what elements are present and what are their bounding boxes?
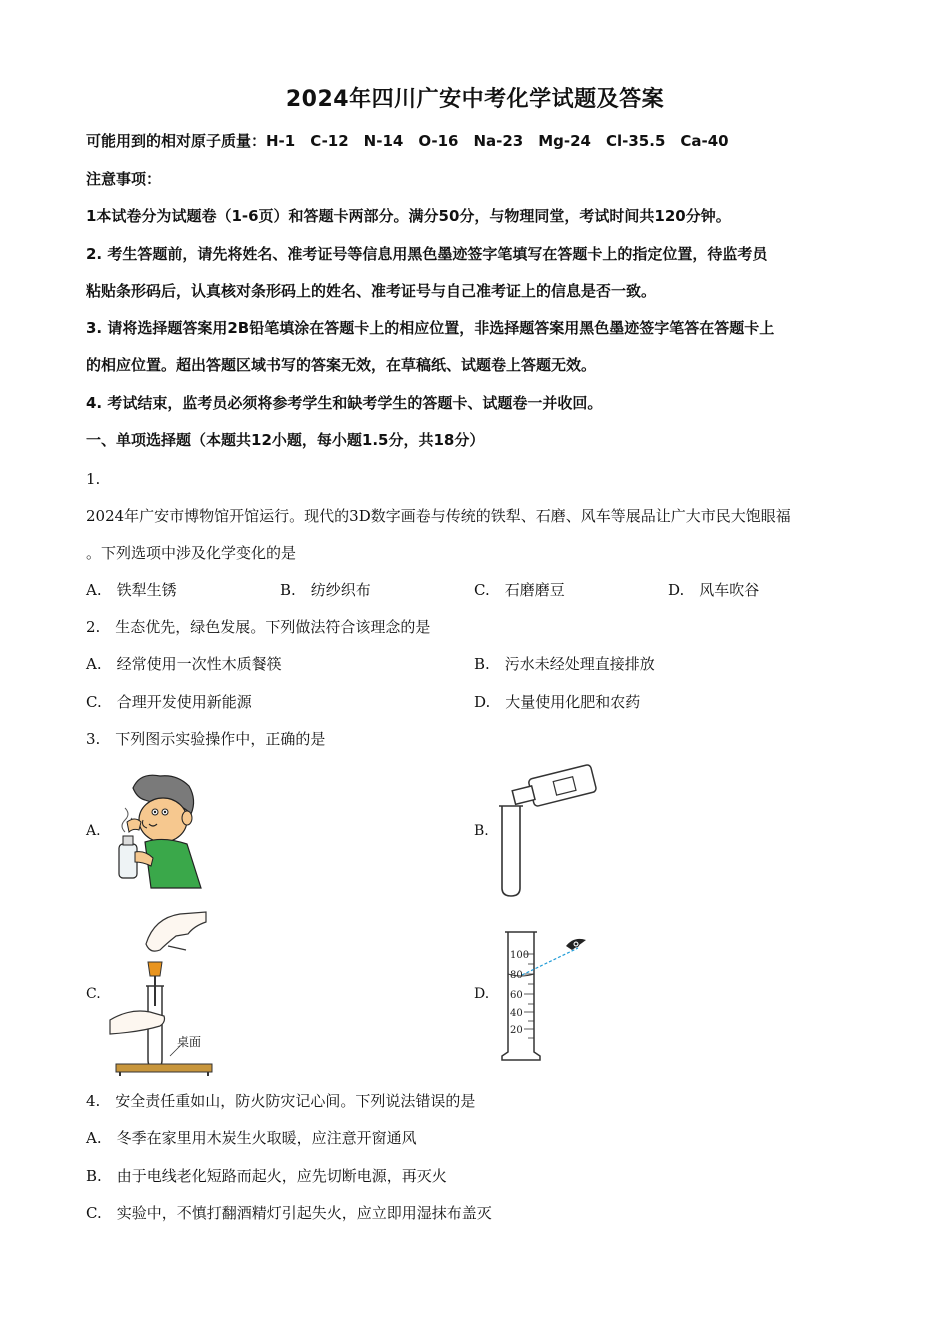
q3-label-b: B. [474, 823, 489, 839]
q1-option-b: B. 纺纱织布 [280, 581, 371, 599]
q4-option-b: B. 由于电线老化短路而起火，应先切断电源，再灭火 [86, 1167, 447, 1185]
tick-20: 20 [510, 1025, 523, 1036]
q1-number: 1. [86, 470, 101, 488]
q1-stem-line1: 2024年广安市博物馆开馆运行。现代的3D数字画卷与传统的铁犁、石磨、风车等展品让广大市民大饱眼福 [86, 507, 791, 525]
q3-stem: 3. 下列图示实验操作中，正确的是 [86, 730, 326, 748]
q1-option-d: D. 风车吹谷 [668, 581, 760, 599]
q1-stem-line2: 。下列选项中涉及化学变化的是 [86, 544, 297, 562]
notice-3-cont: 的相应位置。超出答题区域书写的答案无效，在草稿纸、试题卷上答题无效。 [86, 356, 597, 374]
q2-option-c: C. 合理开发使用新能源 [86, 693, 252, 711]
q2-option-a: A. 经常使用一次性木质餐筷 [86, 655, 282, 673]
notice-1: 1本试卷分为试题卷（1-6页）和答题卡两部分。满分50分，与物理同堂，考试时间共120分钟。 [86, 207, 731, 225]
q4-option-c: C. 实验中，不慎打翻酒精灯引起失火，应立即用湿抹布盖灭 [86, 1204, 492, 1222]
figure-d-cylinder [498, 928, 608, 1063]
notice-2: 2. 考生答题前，请先将姓名、准考证号等信息用黑色墨迹签字笔填写在答题卡上的指定位置，待监考员 [86, 245, 768, 263]
page-title: 2024年四川广安中考化学试题及答案 [285, 87, 665, 112]
figure-c-dropper [110, 910, 220, 1080]
atomic-masses: 可能用到的相对原子质量：H-1 C-12 N-14 O-16 Na-23 Mg-24 Cl-35.5 Ca-40 [86, 132, 729, 150]
notice-2-cont: 粘贴条形码后，认真核对条形码上的姓名、准考证号与自己准考证上的信息是否一致。 [86, 282, 657, 300]
desk-label: 桌面 [177, 1035, 202, 1049]
q3-label-d: D. [474, 986, 490, 1002]
q1-option-a: A. 铁犁生锈 [86, 581, 177, 599]
q1-option-c: C. 石磨磨豆 [474, 581, 565, 599]
tick-60: 60 [510, 990, 523, 1001]
q3-label-a: A. [86, 823, 101, 839]
tick-80: 80 [510, 970, 523, 981]
tick-40: 40 [510, 1008, 523, 1019]
figure-a-smell-gas [105, 770, 205, 890]
q2-option-d: D. 大量使用化肥和农药 [474, 693, 641, 711]
notice-4: 4. 考试结束，监考员必须将参考学生和缺考学生的答题卡、试题卷一并收回。 [86, 394, 603, 412]
figure-b-pour-liquid [490, 764, 615, 899]
q4-option-a: A. 冬季在家里用木炭生火取暖，应注意开窗通风 [86, 1129, 417, 1147]
tick-100: 100 [510, 950, 530, 961]
q2-option-b: B. 污水未经处理直接排放 [474, 655, 655, 673]
q3-label-c: C. [86, 986, 101, 1002]
section-heading: 一、单项选择题（本题共12小题，每小题1.5分，共18分） [86, 431, 485, 449]
q2-stem: 2. 生态优先，绿色发展。下列做法符合该理念的是 [86, 618, 431, 636]
q4-stem: 4. 安全责任重如山，防火防灾记心间。下列说法错误的是 [86, 1092, 476, 1110]
notice-heading: 注意事项： [86, 170, 162, 188]
notice-3: 3. 请将选择题答案用2B铅笔填涂在答题卡上的相应位置，非选择题答案用黑色墨迹签字笔答在答题卡上 [86, 319, 775, 337]
